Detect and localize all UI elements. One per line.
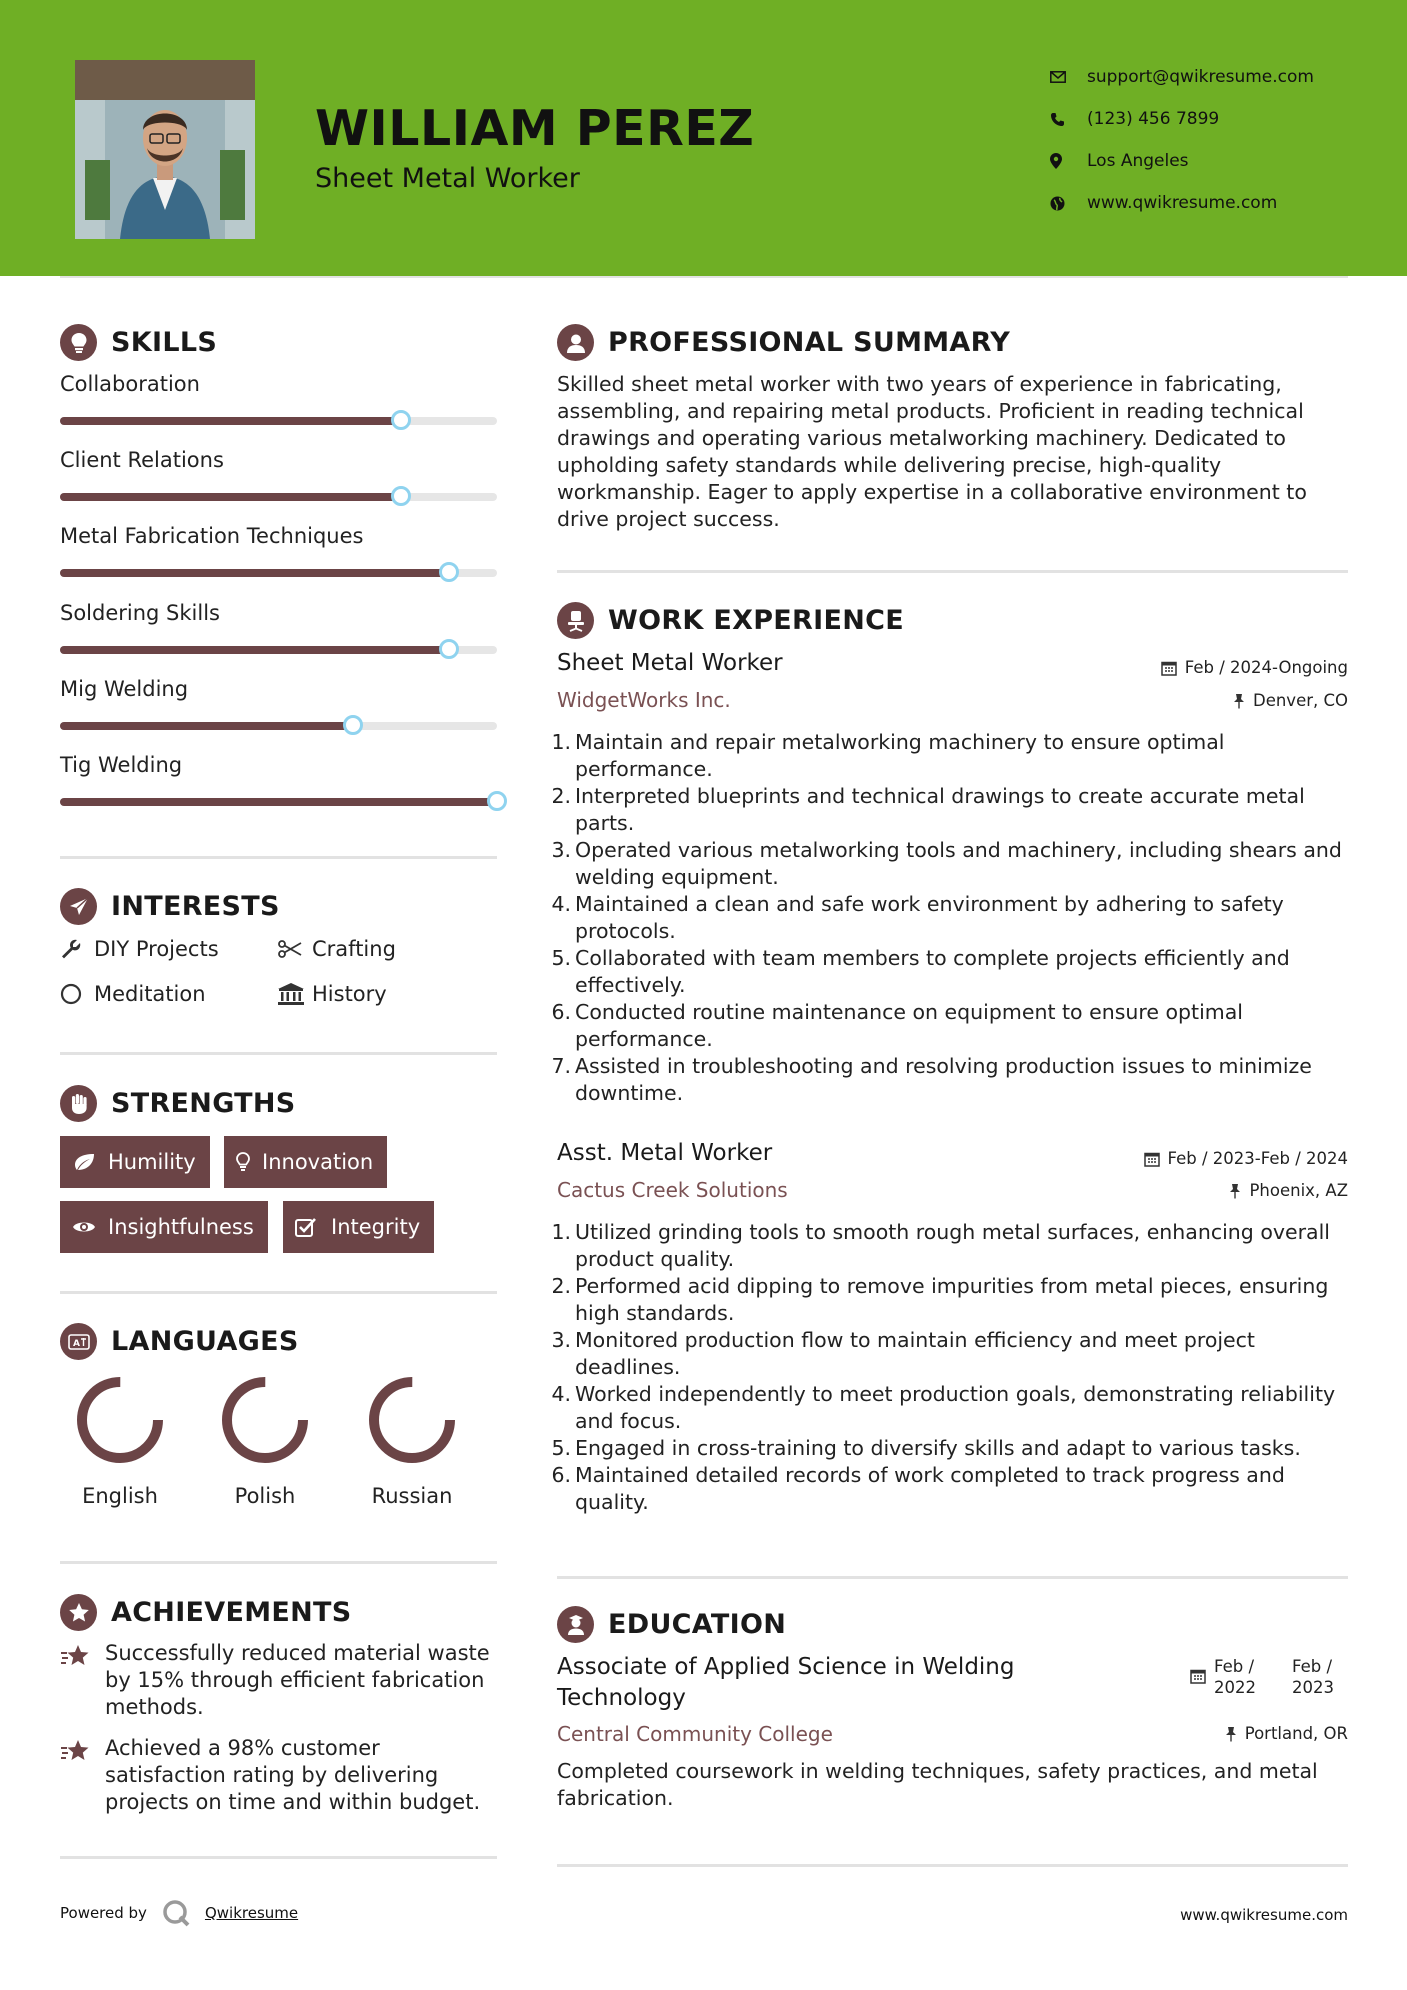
job-title: Sheet Metal Worker (557, 650, 783, 676)
wrench-icon (60, 938, 94, 960)
duty-number: 5. (551, 946, 571, 970)
skill-bar-fill (60, 798, 497, 806)
divider (557, 1576, 1348, 1579)
star-badge-icon (60, 1594, 97, 1631)
contact-email[interactable]: support@qwikresume.com (1050, 56, 1314, 98)
duty-item: 1. Utilized grinding tools to smooth rough metal surfaces, enhancing overall product quality. (557, 1219, 1357, 1273)
language-level-ring (352, 1370, 472, 1470)
strength-chip: Innovation (224, 1136, 387, 1188)
eye-icon (72, 1219, 108, 1235)
star-icon (60, 1735, 105, 1816)
strength-chip: Integrity (283, 1201, 434, 1253)
duty-item: 1. Maintain and repair metalworking machinery to ensure optimal performance. (557, 729, 1357, 783)
duty-item: 2. Performed acid dipping to remove impurities from metal pieces, ensuring high standards. (557, 1273, 1357, 1327)
language-level-arc (374, 1382, 450, 1458)
divider (60, 1052, 497, 1055)
phone-icon (1050, 112, 1087, 127)
duty-number: 3. (551, 838, 571, 862)
education-heading: EDUCATION (557, 1606, 786, 1643)
museum-icon (278, 983, 312, 1005)
duty-number: 6. (551, 1463, 571, 1487)
skill-level-knob (391, 486, 411, 506)
divider (557, 570, 1348, 573)
language-level-ring (60, 1370, 180, 1470)
divider (60, 856, 497, 859)
contact-website[interactable]: www.qwikresume.com (1050, 182, 1314, 224)
skill-bar (60, 722, 497, 730)
language-item (60, 1370, 180, 1508)
calendar-icon (1161, 660, 1177, 676)
pushpin-icon (1229, 1183, 1241, 1199)
skill-label: Client Relations (60, 448, 224, 473)
office-chair-icon (557, 602, 594, 639)
contact-phone[interactable]: (123) 456 7899 (1050, 98, 1314, 140)
duty-item: 6. Maintained detailed records of work completed to track progress and quality. (557, 1462, 1357, 1516)
duty-number: 6. (551, 1000, 571, 1024)
job-title: Asst. Metal Worker (557, 1140, 773, 1166)
skill-level-knob (343, 715, 363, 735)
skill-level-knob (439, 639, 459, 659)
skill-bar-fill (60, 493, 401, 501)
language-item (352, 1370, 472, 1508)
calendar-icon (1144, 1151, 1160, 1167)
skill-bar-fill (60, 417, 401, 425)
lightbulb-icon (236, 1152, 262, 1172)
skills-heading: SKILLS (60, 324, 217, 361)
fist-icon (60, 1085, 97, 1122)
duty-number: 4. (551, 892, 571, 916)
duty-number: 1. (551, 1220, 571, 1244)
duty-number: 4. (551, 1382, 571, 1406)
language-item (205, 1370, 325, 1508)
qwikresume-link[interactable]: Qwikresume (204, 1904, 299, 1922)
education-date: Feb / 2022 Feb / 2023 (1190, 1656, 1348, 1698)
envelope-icon (1050, 71, 1087, 83)
skill-level-knob (391, 410, 411, 430)
duty-item: 2. Interpreted blueprints and technical drawings to create accurate metal parts. (557, 783, 1357, 837)
candidate-name: WILLIAM PEREZ (315, 100, 755, 157)
language-level-arc (227, 1382, 303, 1458)
school-name: Central Community College (557, 1722, 833, 1746)
skill-bar-fill (60, 646, 449, 654)
duty-number: 1. (551, 730, 571, 754)
skill-bar (60, 569, 497, 577)
duty-item: 7. Assisted in troubleshooting and resolving production issues to minimize downtime. (557, 1053, 1357, 1107)
pushpin-icon (1233, 693, 1245, 709)
job-location: Phoenix, AZ (1229, 1181, 1348, 1200)
candidate-title: Sheet Metal Worker (315, 163, 580, 194)
scissors-icon (278, 940, 312, 958)
interests-heading: INTERESTS (60, 888, 280, 925)
skill-label: Mig Welding (60, 676, 189, 701)
profile-photo (75, 60, 255, 239)
lightbulb-icon (60, 324, 97, 361)
duty-number: 7. (551, 1054, 571, 1078)
user-icon (557, 324, 594, 361)
duty-number: 5. (551, 1436, 571, 1460)
resume-header (0, 0, 1407, 276)
summary-heading: PROFESSIONAL SUMMARY (557, 324, 1010, 361)
interest-item: History (278, 982, 387, 1006)
skill-bar (60, 493, 497, 501)
duty-item: 4. Worked independently to meet production goals, demonstrating reliability and focus. (557, 1381, 1357, 1435)
star-icon (60, 1640, 105, 1721)
duty-item: 5. Engaged in cross-training to diversify skills and adapt to various tasks. (557, 1435, 1357, 1462)
header-divider (60, 276, 1348, 278)
duty-number: 2. (551, 784, 571, 808)
circle-icon (60, 983, 94, 1005)
duty-number: 2. (551, 1274, 571, 1298)
language-label: English (82, 1484, 158, 1508)
duty-item: 6. Conducted routine maintenance on equipment to ensure optimal performance. (557, 999, 1357, 1053)
skill-bar (60, 646, 497, 654)
strength-chip: Humility (60, 1136, 210, 1188)
paper-plane-icon (60, 888, 97, 925)
skill-bar-fill (60, 722, 353, 730)
job-date: Feb / 2023-Feb / 2024 (1144, 1149, 1348, 1168)
education-description: Completed coursework in welding techniques, safety practices, and metal fabrication. (557, 1759, 1318, 1810)
skill-label: Metal Fabrication Techniques (60, 524, 364, 549)
skill-label: Collaboration (60, 372, 200, 396)
skill-level-knob (439, 562, 459, 582)
language-label: Polish (234, 1484, 296, 1508)
duty-item: 3. Monitored production flow to maintain efficiency and meet project deadlines. (557, 1327, 1357, 1381)
strengths-heading: STRENGTHS (60, 1085, 296, 1122)
skill-level-knob (487, 791, 507, 811)
duty-number: 3. (551, 1328, 571, 1352)
duty-item: 3. Operated various metalworking tools and machinery, including shears and welding equipment. (557, 837, 1357, 891)
location-pin-icon (1050, 153, 1087, 169)
footer-url[interactable]: www.qwikresume.com (1180, 1906, 1348, 1924)
company-name: WidgetWorks Inc. (557, 688, 731, 712)
calendar-icon (1190, 1668, 1206, 1684)
pushpin-icon (1225, 1726, 1237, 1742)
company-name: Cactus Creek Solutions (557, 1178, 788, 1202)
skill-bar (60, 798, 497, 806)
skill-bar-fill (60, 569, 449, 577)
duty-item: 5. Collaborated with team members to complete projects efficiently and effectively. (557, 945, 1357, 999)
job-duties (551, 1219, 1357, 1516)
interest-item: Crafting (278, 937, 396, 961)
skill-label: Tig Welding (60, 753, 183, 777)
globe-icon (1050, 196, 1087, 211)
job-date: Feb / 2024-Ongoing (1161, 658, 1348, 677)
experience-heading: WORK EXPERIENCE (557, 602, 904, 639)
footer-powered-by: Powered by Qwikresume (60, 1898, 298, 1928)
divider (60, 1561, 497, 1564)
language-icon (60, 1323, 97, 1360)
checkbox-icon (295, 1217, 331, 1237)
education-location: Portland, OR (1225, 1724, 1348, 1743)
graduate-icon (557, 1606, 594, 1643)
interest-item: Meditation (60, 982, 206, 1006)
language-level-ring (205, 1370, 325, 1470)
divider (557, 1864, 1348, 1867)
language-level-arc (82, 1382, 158, 1458)
skill-label: Soldering Skills (60, 600, 220, 625)
leaf-icon (72, 1153, 108, 1171)
contact-location: Los Angeles (1050, 140, 1314, 182)
languages-heading: A LANGUAGES (60, 1323, 299, 1360)
skill-bar (60, 417, 497, 425)
job-duties (551, 729, 1357, 1107)
duty-item: 4. Maintained a clean and safe work environment by adhering to safety protocols. (557, 891, 1357, 945)
achievement-item: Achieved a 98% customer satisfaction rating by delivering projects on time and within budget. (60, 1735, 500, 1816)
divider (60, 1856, 497, 1859)
strength-chip: Insightfulness (60, 1201, 268, 1253)
achievements-heading: ACHIEVEMENTS (60, 1594, 352, 1631)
contact-list (1050, 56, 1314, 224)
divider (60, 1291, 497, 1294)
interest-item: DIY Projects (60, 937, 219, 961)
achievement-item: Successfully reduced material waste by 15% through efficient fabrication methods. (60, 1640, 500, 1721)
degree-title: Associate of Applied Science in Welding Technology (557, 1654, 1015, 1711)
qwikresume-logo-icon (161, 1898, 191, 1928)
summary-text: Skilled sheet metal worker with two years of experience in fabricating, assembling, and repairing metal products. Proficient in reading technical drawings and operating various metalworking machinery. Dedicated to upholding safety standards while delivering precise, high-quality workmanship. Eager to apply expertise in a collaborative environment to drive project success. (557, 372, 1307, 531)
language-label: Russian (371, 1484, 453, 1508)
svg-text:A: A (72, 1338, 80, 1349)
job-location: Denver, CO (1233, 691, 1348, 710)
